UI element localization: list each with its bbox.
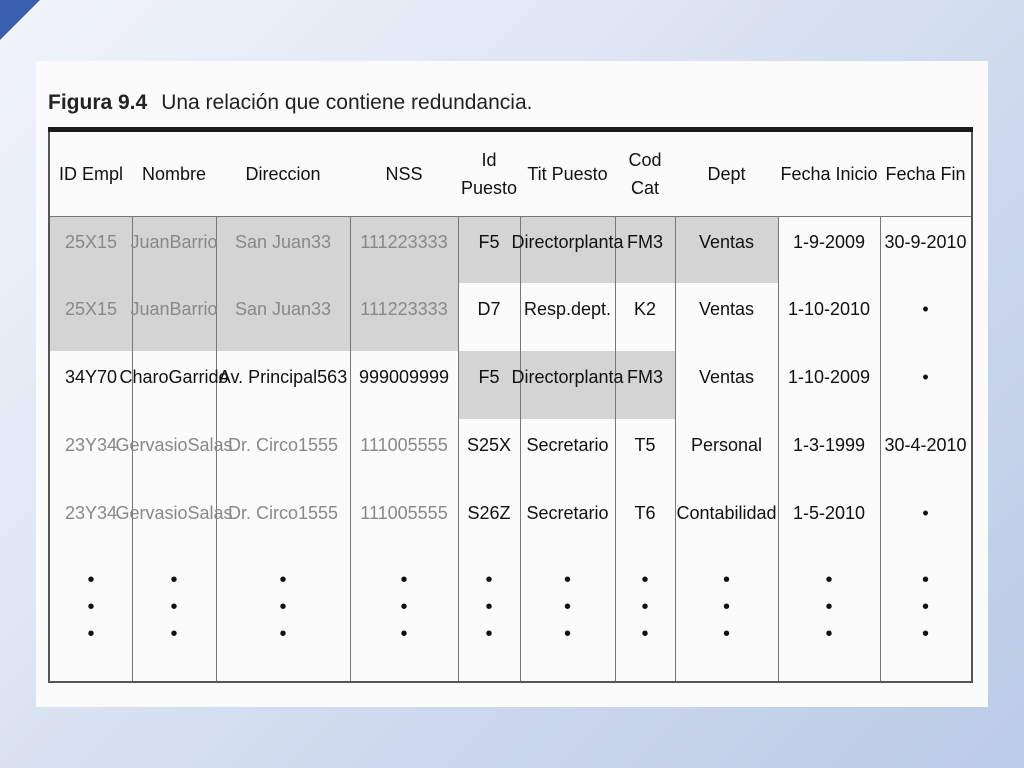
figure-title: Una relación que contiene redundancia.	[161, 91, 533, 114]
cell-line: dept.	[570, 299, 612, 319]
column-header-dept: Dept	[707, 164, 746, 184]
table-cell-dept: Contabilidad	[676, 503, 777, 523]
header-divider	[50, 216, 971, 217]
column-header-direccion: Direccion	[245, 164, 321, 184]
cell-line: planta	[574, 232, 624, 252]
table-cell-nss: 111005555	[360, 503, 448, 523]
table-cell-id-puesto: F5	[478, 232, 500, 252]
table-cell-id-puesto: S26Z	[467, 503, 511, 523]
cell-line: Salas	[187, 503, 233, 523]
table-cell-id-puesto: D7	[477, 299, 501, 319]
table-cell-direccion	[216, 295, 350, 351]
continuation-dots: • • •	[641, 569, 649, 645]
table-cell-fecha-inicio: 1-9-2009	[792, 232, 866, 252]
table-cell-nombre	[132, 228, 216, 283]
cell-line: San Juan	[234, 299, 312, 319]
continuation-dots: • • •	[722, 569, 730, 645]
cell-line: 1555	[297, 435, 339, 455]
continuation-dots: • • •	[485, 569, 493, 645]
table-cell-nss: 111223333	[360, 299, 448, 319]
table-cell-id-puesto: S25X	[466, 435, 512, 455]
table-cell-fecha-fin: 30-4-2010	[884, 435, 967, 455]
column-header-id-empl: ID Empl	[58, 164, 123, 184]
table-cell-tit-puesto	[511, 228, 624, 283]
cell-line: Juan	[130, 299, 170, 319]
cell-line: Resp.	[523, 299, 571, 319]
table-cell-nombre	[132, 295, 216, 351]
table-cell-cod-cat: FM3	[627, 367, 663, 387]
cell-line: 1555	[297, 503, 339, 523]
table-cell-tit-puesto	[520, 295, 615, 351]
column-header-fecha-fin: Fecha Fin	[885, 164, 966, 184]
table-cell-tit-puesto	[520, 431, 615, 487]
table-cell-fecha-fin: 30-9-2010	[884, 232, 967, 252]
cell-line: Dr. Circo	[227, 503, 298, 523]
cell-line: San Juan	[234, 232, 312, 252]
slide-corner-accent	[0, 0, 40, 40]
table-cell-dept: Ventas	[698, 299, 755, 319]
figure-panel	[36, 61, 988, 707]
table-cell-nombre	[119, 363, 229, 419]
figure-number: Figura 9.4	[48, 91, 148, 114]
table-cell-fecha-fin: •	[922, 503, 929, 523]
cell-line: Garrido	[168, 367, 229, 387]
table-cell-id-empl: 25X15	[64, 232, 118, 252]
cell-line: Gervasio	[115, 435, 188, 455]
cell-line: Barrio	[169, 232, 218, 252]
column-header-nss: NSS	[385, 164, 423, 184]
table-cell-nombre	[115, 431, 233, 487]
table-cell-cod-cat: T5	[634, 435, 656, 455]
table-cell-fecha-inicio: 1-5-2010	[792, 503, 866, 523]
table-cell-tit-puesto	[520, 499, 615, 555]
cell-line: Juan	[130, 232, 170, 252]
table-cell-nss: 111223333	[360, 232, 448, 252]
cell-line: Secretario	[526, 435, 609, 455]
table-cell-id-empl: 23Y34	[64, 503, 118, 523]
column-header-nombre: Nombre	[141, 164, 207, 184]
continuation-dots: • • •	[825, 569, 833, 645]
cell-line: Gervasio	[115, 503, 188, 523]
cell-line: 563	[317, 367, 348, 387]
table-cell-id-empl: 23Y34	[64, 435, 118, 455]
redundancy-table	[48, 132, 973, 683]
figure-caption	[48, 91, 532, 115]
table-cell-id-empl: 25X15	[64, 299, 118, 319]
table-cell-id-puesto: F5	[478, 367, 500, 387]
table-cell-direccion	[216, 499, 350, 555]
table-cell-direccion	[216, 363, 350, 419]
table-cell-dept: Ventas	[698, 367, 755, 387]
cell-line: planta	[574, 367, 624, 387]
column-header-id-puesto: Id Puesto	[460, 150, 518, 198]
table-cell-fecha-inicio: 1-10-2010	[787, 299, 871, 319]
table-cell-cod-cat: T6	[634, 503, 656, 523]
table-cell-tit-puesto	[511, 363, 624, 419]
cell-line: Salas	[187, 435, 233, 455]
continuation-dots: • • •	[170, 569, 178, 645]
table-cell-fecha-inicio: 1-3-1999	[792, 435, 866, 455]
table-cell-id-empl: 34Y70	[64, 367, 118, 387]
table-cell-direccion	[216, 431, 350, 487]
table-cell-dept: Ventas	[698, 232, 755, 252]
table-cell-dept: Personal	[690, 435, 763, 455]
continuation-dots: • • •	[563, 569, 571, 645]
table-cell-fecha-fin: •	[922, 367, 929, 387]
continuation-dots: • • •	[921, 569, 929, 645]
column-header-cod-cat: Cod Cat	[628, 150, 662, 198]
table-cell-nss: 111005555	[360, 435, 448, 455]
table-cell-fecha-inicio: 1-10-2009	[787, 367, 871, 387]
cell-line: Director	[511, 232, 575, 252]
table-cell-fecha-fin: •	[922, 299, 929, 319]
cell-line: Secretario	[526, 503, 609, 523]
cell-line: Av. Principal	[218, 367, 318, 387]
cell-line: 33	[311, 232, 332, 252]
table-cell-cod-cat: K2	[633, 299, 657, 319]
column-header-fecha-inicio: Fecha Inicio	[780, 164, 878, 184]
cell-line: Dr. Circo	[227, 435, 298, 455]
column-header-tit-puesto: Tit Puesto	[527, 164, 608, 184]
table-cell-cod-cat: FM3	[627, 232, 663, 252]
cell-line: Barrio	[169, 299, 218, 319]
cell-line: Charo	[119, 367, 169, 387]
continuation-dots: • • •	[87, 569, 95, 645]
cell-line: Director	[511, 367, 575, 387]
table-cell-nss: 999009999	[358, 367, 450, 387]
table-cell-nombre	[115, 499, 233, 555]
cell-line: 33	[311, 299, 332, 319]
continuation-dots: • • •	[400, 569, 408, 645]
continuation-dots: • • •	[279, 569, 287, 645]
table-cell-direccion	[216, 228, 350, 283]
